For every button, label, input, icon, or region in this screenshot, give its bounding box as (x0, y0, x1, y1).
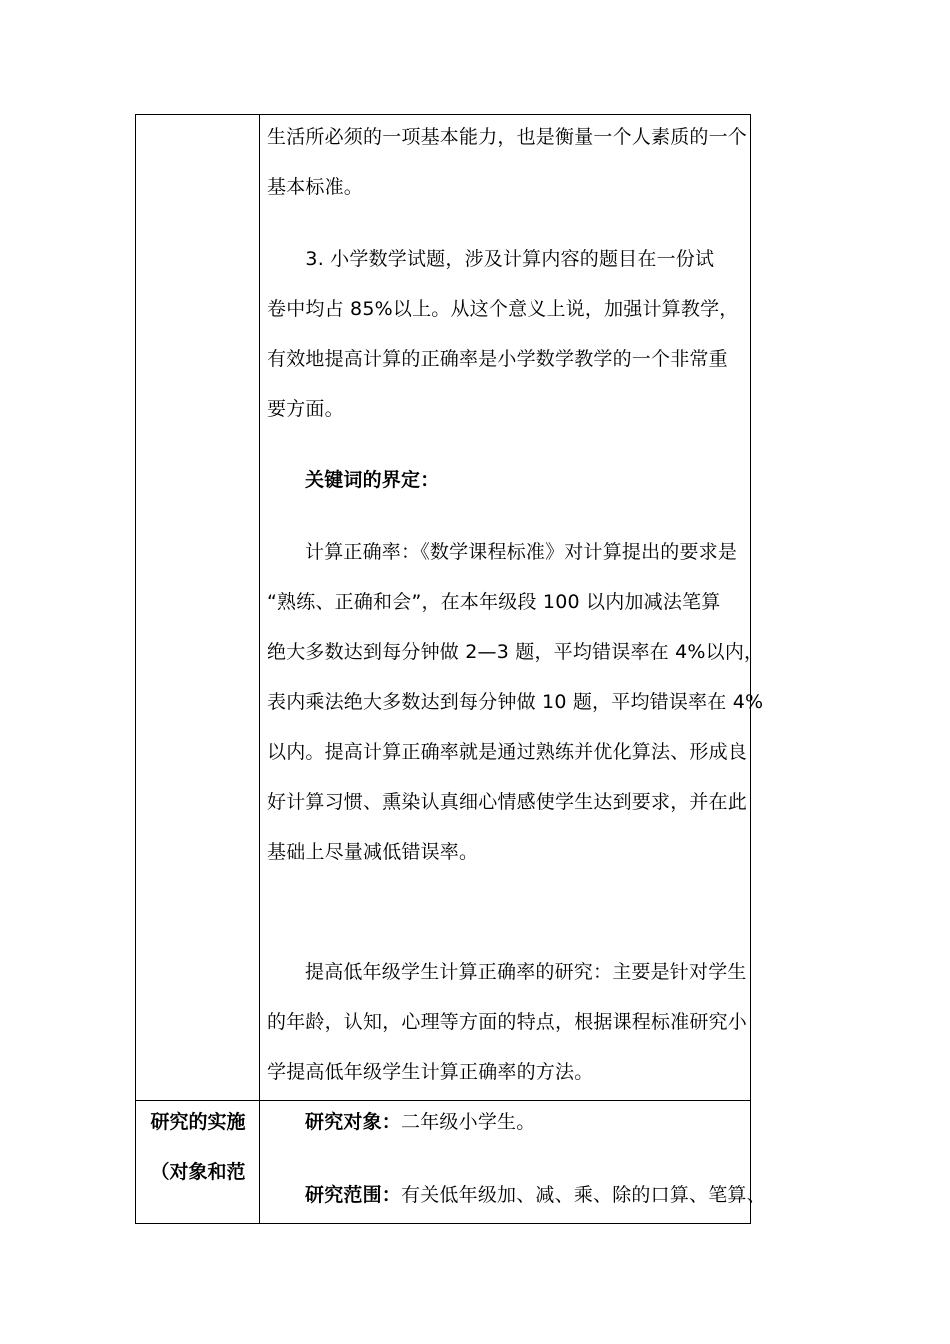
paragraph-line: 卷中均占 85%以上。从这个意义上说，加强计算教学， (267, 298, 739, 320)
research-line: 的年龄，认知，心理等方面的特点，根据课程标准研究小 (267, 1011, 748, 1033)
object-label: 研究对象： (305, 1111, 402, 1133)
paragraph-line: 要方面。 (267, 398, 344, 420)
research-line: 学提高低年级学生计算正确率的方法。 (267, 1061, 594, 1083)
object-value: 二年级小学生。 (401, 1111, 536, 1133)
definition-line: 绝大多数达到每分钟做 2—3 题，平均错误率在 4%以内， (267, 641, 764, 663)
research-object (305, 1110, 535, 1134)
keyword-heading: 关键词的界定： (305, 469, 440, 491)
definition-line: 表内乘法绝大多数达到每分钟做 10 题，平均错误率在 4% (267, 691, 764, 713)
research-line: 提高低年级学生计算正确率的研究：主要是针对学生 (305, 961, 747, 983)
scope-value: 有关低年级加、减、乘、除的口算、笔算、 (401, 1184, 766, 1206)
paragraph-line: 生活所必须的一项基本能力，也是衡量一个人素质的一个 (267, 126, 748, 148)
section-label: （对象和范 (150, 1161, 246, 1183)
scope-label: 研究范围： (305, 1184, 402, 1206)
paragraph-line: 3. 小学数学试题，涉及计算内容的题目在一份试 (267, 248, 715, 270)
paragraph-line: 有效地提高计算的正确率是小学数学教学的一个非常重 (267, 348, 728, 370)
definition-line: 计算正确率：《数学课程标准》对计算提出的要求是 (305, 541, 738, 563)
definition-line: 基础上尽量减低错误率。 (267, 841, 479, 863)
research-scope (305, 1183, 766, 1207)
section-label: 研究的实施 (150, 1111, 246, 1133)
paragraph-line: 基本标准。 (267, 176, 364, 198)
definition-line: “熟练、正确和会”，在本年级段 100 以内加减法笔算 (267, 591, 721, 613)
definition-line: 以内。提高计算正确率就是通过熟练并优化算法、形成良 (267, 741, 748, 763)
definition-line: 好计算习惯、熏染认真细心情感使学生达到要求，并在此 (267, 791, 748, 813)
